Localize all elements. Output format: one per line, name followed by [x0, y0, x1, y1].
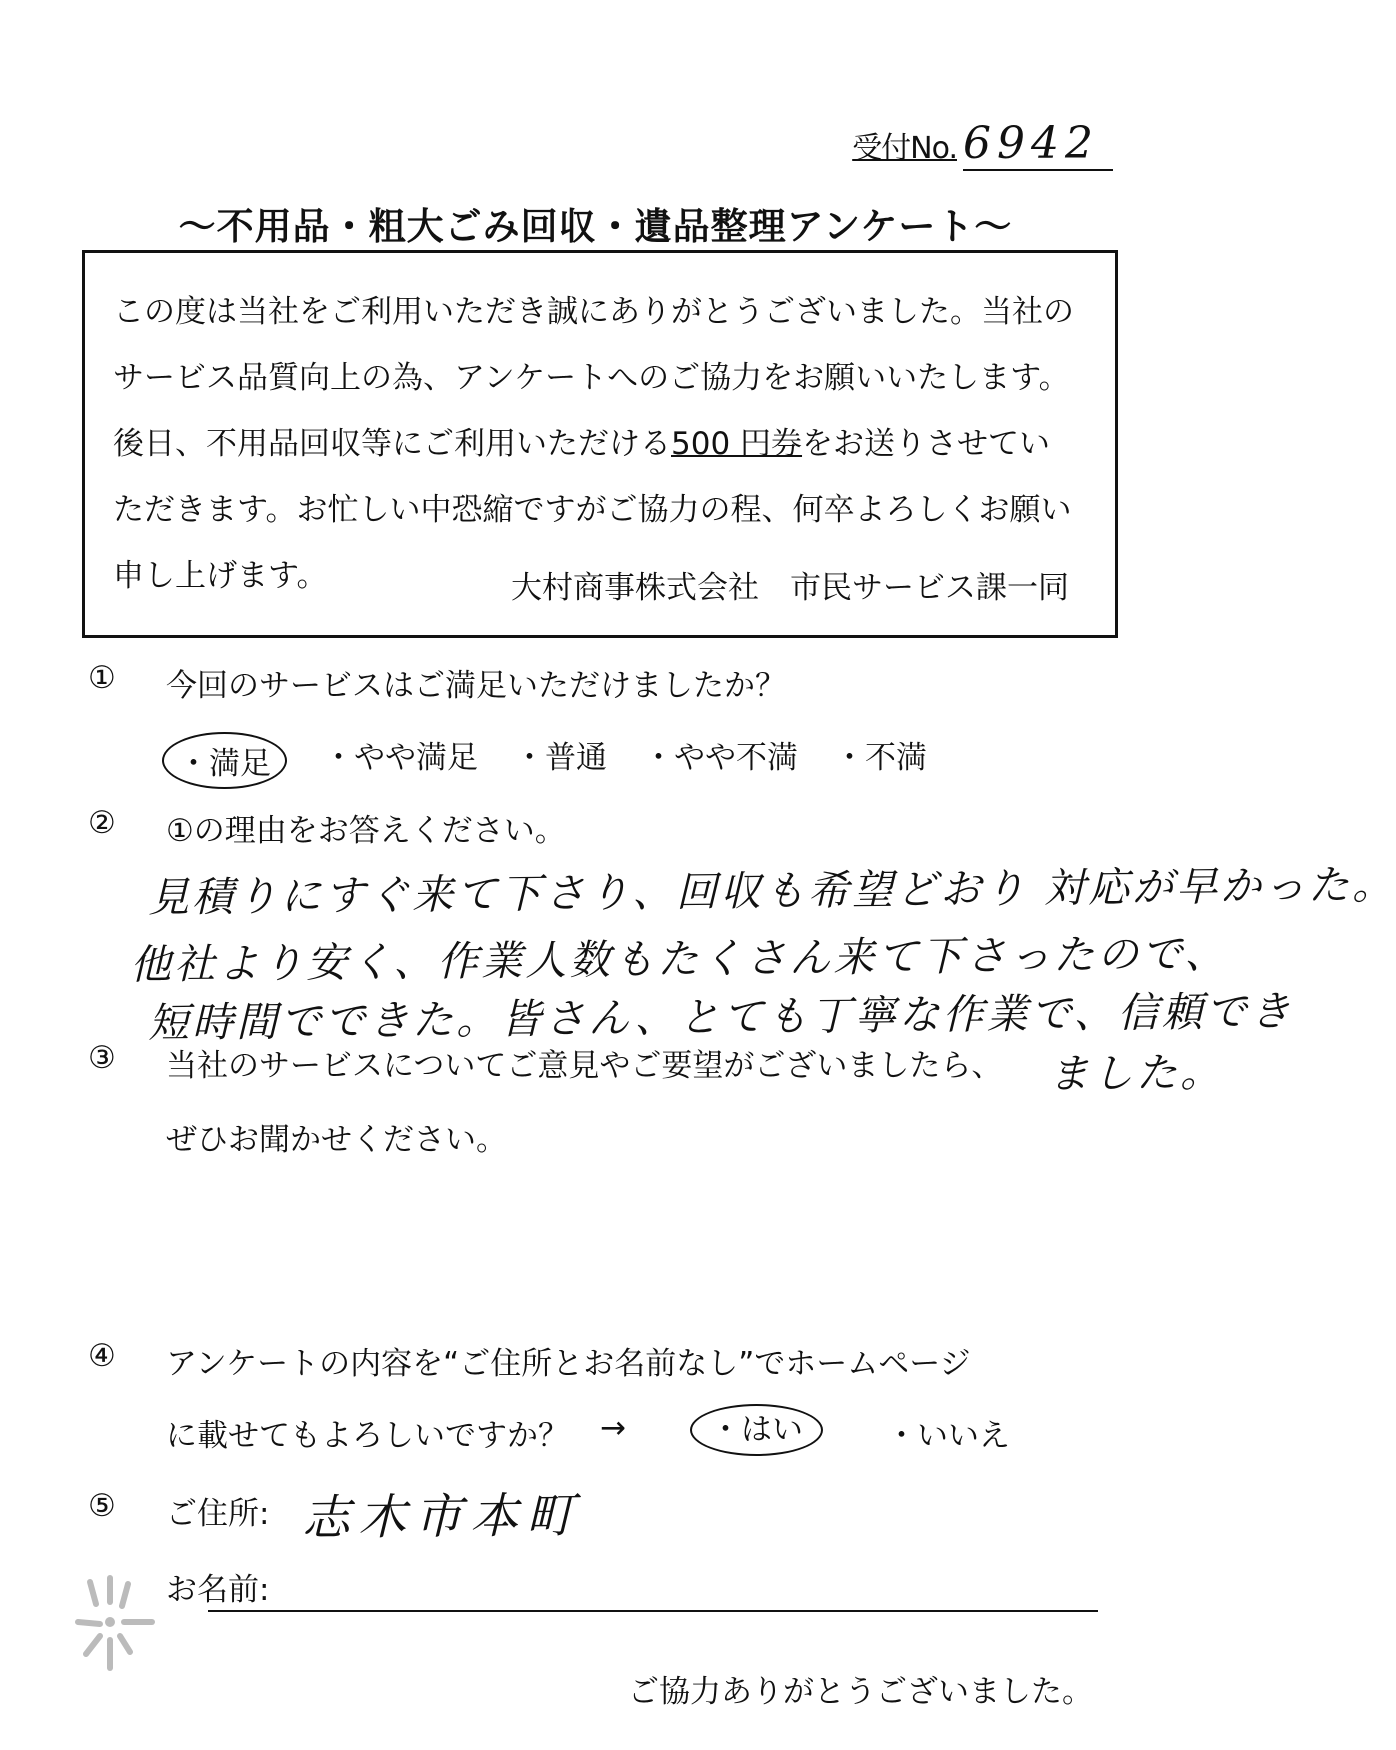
intro-line-1: この度は当社をご利用いただき誠にありがとうございました。当社の: [113, 294, 1074, 330]
q1-number: ①: [88, 660, 116, 696]
q1-text: 今回のサービスはご満足いただけましたか？: [166, 668, 786, 704]
thank-you-footer: ご協力ありがとうございました。: [628, 1674, 1093, 1710]
q1-choice-neutral[interactable]: ・普通: [514, 740, 607, 776]
q4-text-2: に載せてもよろしいですか？: [166, 1418, 569, 1454]
q1-choice-dissatisfied[interactable]: ・不満: [834, 740, 927, 776]
q2-number: ②: [88, 805, 116, 841]
q4-text: アンケートの内容を“ご住所とお名前なし”でホームページ: [166, 1346, 971, 1382]
coupon-text: 500 円券: [671, 426, 803, 462]
q1-choices: [178, 732, 963, 789]
q1-choice-satisfied[interactable]: ・満足: [162, 732, 287, 789]
q3-text-2: ぜひお聞かせください。: [166, 1122, 507, 1158]
intro-line-2: サービス品質向上の為、アンケートへのご協力をお願いいたします。: [113, 360, 1070, 396]
survey-title: ～不用品・粗大ごみ回収・遺品整理アンケート～: [178, 205, 1013, 248]
company-signature: 大村商事株式会社 市民サービス課一同: [511, 570, 1069, 606]
q3-text: 当社のサービスについてご意見やご要望がございましたら、: [166, 1048, 1003, 1084]
q4-choice-yes[interactable]: ・はい: [690, 1404, 823, 1456]
q4-number: ④: [88, 1338, 116, 1374]
address-value: 志木市本町: [301, 1487, 583, 1547]
q3-number: ③: [88, 1040, 116, 1076]
flower-icon: [72, 1572, 162, 1686]
intro-line-3-head: 後日、不用品回収等にご利用いただける: [113, 426, 671, 462]
receipt-number: [852, 118, 1113, 171]
receipt-number-value: 6942: [963, 118, 1113, 171]
name-field-line: [208, 1610, 1098, 1612]
receipt-label: 受付No.: [852, 131, 957, 166]
intro-line-4: ただきます。お忙しい中恐縮ですがご協力の程、何卒よろしくお願い: [113, 492, 1072, 528]
q1-choice-somewhat-satisfied[interactable]: ・やや満足: [323, 740, 478, 776]
q2-answer-line-3: 短時間でできた。皆さん、とても丁寧な作業で、信頼でき: [147, 987, 1294, 1047]
q2-text: ①の理由をお答えください。: [166, 813, 566, 849]
intro-box: [82, 250, 1118, 638]
q2-answer-line-2: 他社より安く、作業人数もたくさん来て下さったので、: [129, 929, 1229, 989]
q2-answer-line-4: ました。: [1047, 1048, 1225, 1098]
q1-choice-somewhat-dissatisfied[interactable]: ・やや不満: [643, 740, 798, 776]
intro-line-3-tail: をお送りさせてい: [802, 426, 1051, 462]
name-label: お名前:: [166, 1572, 270, 1608]
intro-line-5: 申し上げます。: [113, 558, 328, 594]
q2-answer-line-1: 見積りにすぐ来て下さり、回収も希望どおり 対応が早かった。: [147, 860, 1396, 922]
q4-choice-no[interactable]: ・いいえ: [886, 1418, 1010, 1454]
address-label: ご住所:: [166, 1496, 270, 1532]
q4-arrow: →: [600, 1410, 626, 1446]
intro-line-3: [113, 411, 1087, 477]
q4-yes-wrap: [690, 1404, 823, 1449]
q5-number: ⑤: [88, 1488, 116, 1524]
